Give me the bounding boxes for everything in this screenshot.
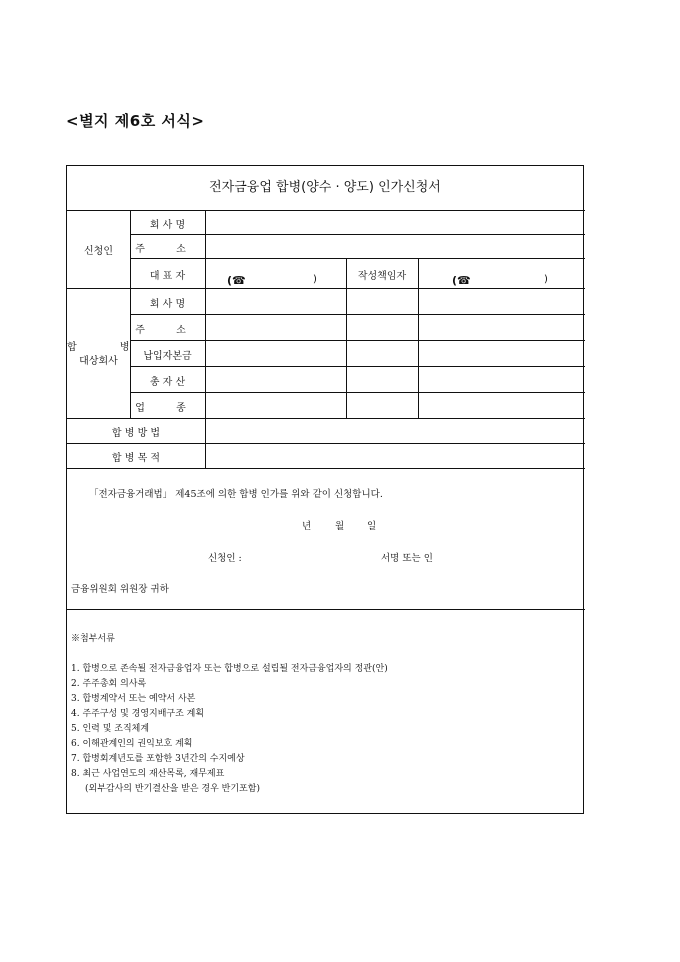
address-label: 주 소 (135, 244, 200, 255)
attachment-item: 5. 인력 및 조직체계 (71, 724, 150, 734)
divider (67, 443, 585, 444)
divider (67, 468, 585, 469)
divider (67, 210, 585, 211)
attachment-item: 3. 합병계약서 또는 예약서 사본 (71, 694, 196, 704)
attachment-item-note: (외부감사의 반기결산을 받은 경우 반기포함) (85, 784, 260, 794)
attachments-title: ※첨부서류 (71, 634, 115, 644)
representative-phone-close: ) (313, 274, 317, 285)
divider (130, 234, 585, 235)
attachment-item: 4. 주주구성 및 경영지배구조 계획 (71, 709, 205, 719)
merger-purpose-label: 합 병 목 적 (111, 453, 161, 464)
application-form (66, 165, 584, 814)
business-type-label: 업 종 (135, 403, 200, 414)
sign-or-seal: 서명 또는 인 (381, 553, 433, 564)
total-assets-label: 총 자 산 (149, 377, 186, 388)
divider (130, 392, 585, 393)
divider (418, 258, 419, 418)
target-company-name-label: 회 사 명 (149, 299, 186, 310)
form-title: 전자금융업 합병(양수 · 양도) 인가신청서 (67, 166, 583, 211)
divider (130, 314, 585, 315)
divider (130, 366, 585, 367)
date-day: 일 (367, 521, 377, 532)
target-address-label: 주 소 (135, 325, 200, 336)
divider (346, 258, 347, 418)
attachment-item: 8. 최근 사업연도의 재산목록, 재무제표 (71, 769, 225, 779)
company-name-label: 회 사 명 (149, 220, 186, 231)
date-month: 월 (335, 521, 345, 532)
attachment-item: 7. 합병회계년도를 포함한 3년간의 수지예상 (71, 754, 245, 764)
target-label-1: 합 병 (67, 342, 150, 353)
date-year: 년 (302, 521, 312, 532)
attachment-item: 1. 합병으로 존속될 전자금융업자 또는 합병으로 설립될 전자금융업자의 정관(안) (71, 664, 388, 674)
applicant-sign-label: 신청인 : (208, 553, 242, 564)
addressee: 금융위원회 위원장 귀하 (71, 584, 169, 595)
divider (205, 210, 206, 468)
divider (67, 609, 585, 610)
representative-phone-open: (☎ (227, 274, 246, 287)
divider (130, 258, 585, 259)
paid-in-capital-label: 납입자본금 (143, 351, 192, 362)
declaration-text: 「전자금융거래법」 제45조에 의한 합병 인가를 위와 같이 신청합니다. (89, 489, 383, 500)
divider (67, 288, 585, 289)
preparer-label: 작성책임자 (357, 271, 407, 282)
applicant-label: 신청인 (84, 246, 113, 257)
attachment-item: 6. 이해관계인의 권익보호 계획 (71, 739, 193, 749)
divider (67, 418, 585, 419)
target-label-2: 대상회사 (79, 356, 118, 367)
preparer-phone-close: ) (544, 274, 548, 285)
divider (130, 340, 585, 341)
representative-label: 대 표 자 (149, 271, 186, 282)
attachment-item: 2. 주주총회 의사록 (71, 679, 147, 689)
merger-method-label: 합 병 방 법 (111, 428, 161, 439)
form-heading: <별지 제6호 서식> (66, 112, 205, 130)
preparer-phone-open: (☎ (452, 274, 471, 287)
